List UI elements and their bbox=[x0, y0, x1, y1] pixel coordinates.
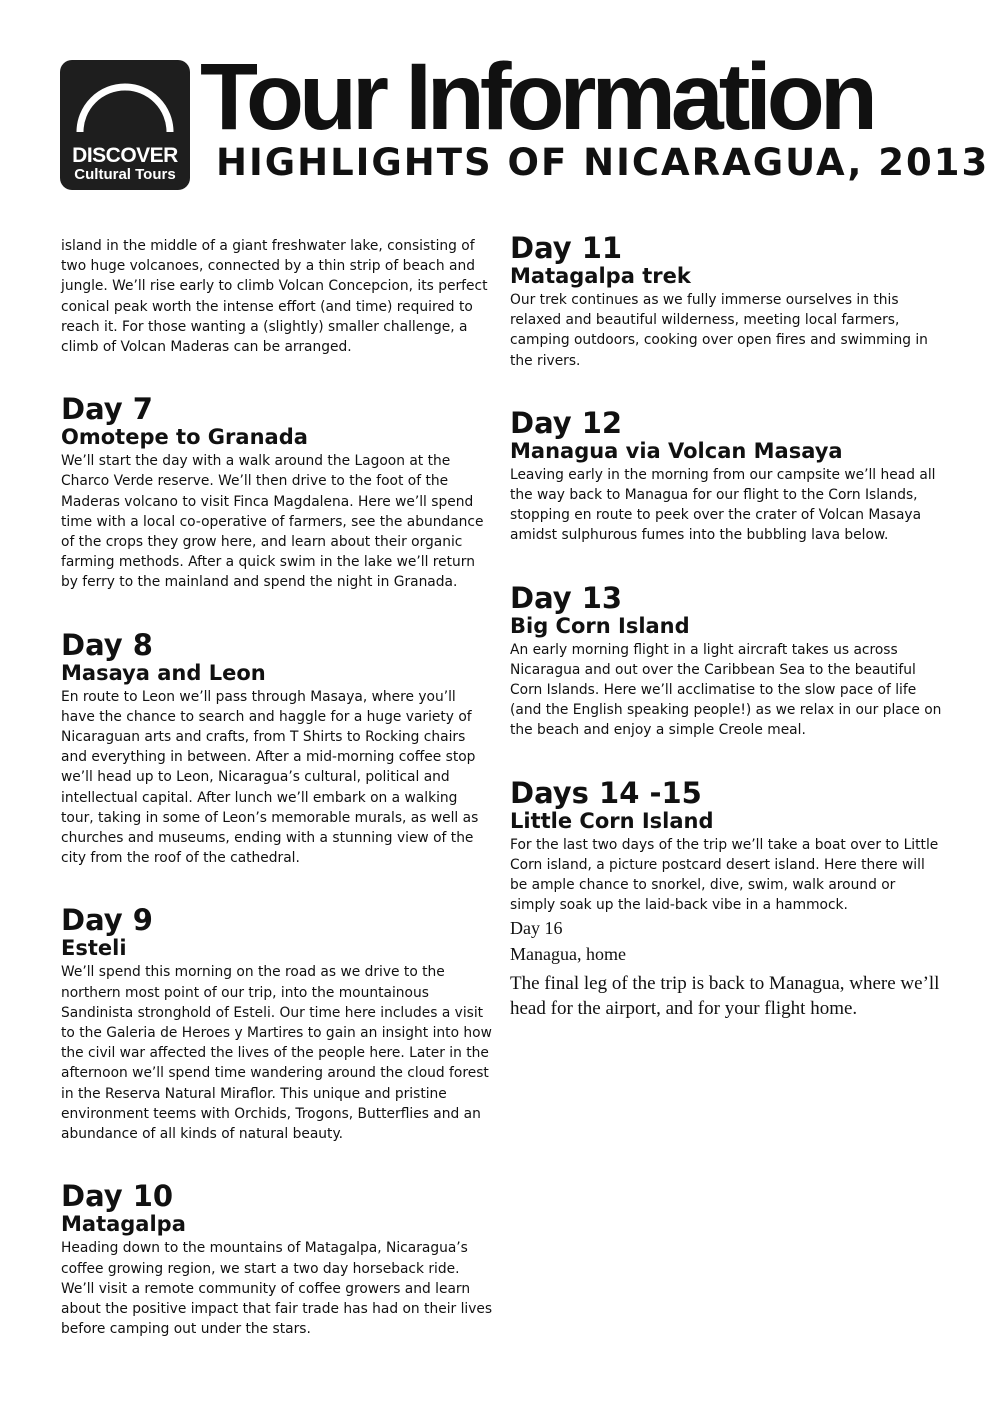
day-section bbox=[61, 393, 493, 592]
day-heading: Days 14 -15 bbox=[510, 775, 702, 810]
day-subheading: Managua via Volcan Masaya bbox=[510, 438, 843, 463]
logo bbox=[60, 60, 190, 190]
day-section bbox=[510, 777, 942, 916]
day-subheading: Omotepe to Granada bbox=[61, 425, 308, 450]
day-heading: Day 8 bbox=[61, 627, 153, 662]
day-text: We’ll spend this morning on the road as we drive to the northern most point of our trip, into the mountainous Sandinista stronghold of Esteli. Our time here includes a visit to the Galeria de Heroes y Martires to gain an insight into how the civil war affected the lives of the people here. Later in the afternoon we’ll spend time wandering around the cloud forest in the Reserva Natural Miraflor. This unique and pristine environment teems with Orchids, Trogons, Butterflies and an abundance of all kinds of natural beauty. bbox=[61, 964, 492, 1143]
intro-text: island in the middle of a giant freshwater lake, consisting of two huge volcanoes, connected by a thin strip of beach and jungle. We’ll rise early to climb Volcan Concepcion, its perfect conical peak worth the intense effort (and time) required to reach it. For those wanting a (slightly) smaller challenge, a climb of Volcan Maderas can be arranged. bbox=[61, 238, 488, 356]
day-heading: Day 12 bbox=[510, 405, 623, 440]
final-day-section bbox=[510, 915, 942, 1021]
logo-line-2: Cultural Tours bbox=[74, 166, 176, 183]
day-text: For the last two days of the trip we’ll take a boat over to Little Corn island, a picture postcard desert island. Here there will be ample chance to snorkel, dive, swim, walk around or simply soak up the laid-back vibe in a hammock. bbox=[510, 836, 939, 914]
day-text: Leaving early in the morning from our campsite we’ll head all the way back to Managua for our flight to the Corn Islands, stopping en route to peek over the crater of Volcan Masaya amidst sulphurous fumes into the bubbling lava below. bbox=[510, 466, 936, 544]
page-title: Tour Information bbox=[200, 44, 873, 150]
day-subheading: Esteli bbox=[61, 936, 127, 961]
day-section bbox=[510, 232, 942, 371]
day-section bbox=[61, 1180, 493, 1339]
day-heading: Day 10 bbox=[61, 1179, 174, 1214]
day-text: An early morning flight in a light aircraft takes us across Nicaragua and out over the Caribbean Sea to the beautiful Corn Islands. Here we’ll acclimatise to the slow pace of life (and the English speaking people!) as we relax in our place on the beach and enjoy a simple Creole meal. bbox=[510, 641, 942, 739]
intro-section bbox=[61, 236, 493, 357]
final-day-heading: Day 16 bbox=[510, 918, 563, 939]
day-subheading: Masaya and Leon bbox=[61, 660, 266, 685]
day-section bbox=[61, 629, 493, 869]
day-text: Our trek continues as we fully immerse ourselves in this relaxed and beautiful wilderness, meeting local farmers, camping outdoors, cooking over open fires and swimming in the rivers. bbox=[510, 292, 928, 369]
day-text: En route to Leon we’ll pass through Masaya, where you’ll have the chance to search and haggle for a huge variety of Nicaraguan arts and crafts, from T Shirts to Rocking chairs and everything in between. After a mid-morning coffee stop we’ll head up to Leon, Nicaragua’s cultural, political and intellectual capital. After lunch we’ll embark on a walking tour, taking in some of Leon’s memorable murals, as well as churches and museums, ending with a stunning view of the city from the roof of the cathedral. bbox=[61, 688, 479, 867]
day-subheading: Little Corn Island bbox=[510, 808, 714, 833]
day-heading: Day 7 bbox=[61, 392, 153, 427]
day-subheading: Big Corn Island bbox=[510, 613, 690, 638]
day-subheading: Matagalpa bbox=[61, 1212, 186, 1237]
right-column bbox=[510, 232, 942, 1021]
day-heading: Day 9 bbox=[61, 903, 153, 938]
day-text: Heading down to the mountains of Matagalpa, Nicaragua’s coffee growing region, we start a two day horseback ride. We’ll visit a remote community of coffee growers and learn about the positive impact that fair trade has had on their lives before camping out under the stars. bbox=[61, 1240, 493, 1338]
day-section bbox=[61, 904, 493, 1144]
day-heading: Day 11 bbox=[510, 231, 623, 265]
day-text: We’ll start the day with a walk around the Lagoon at the Charco Verde reserve. We’ll then drive to the foot of the Maderas volcano to visit Finca Magdalena. Here we’ll spend time with a local co-operative of farmers, see the abundance of the crops they grow here, and learn about their organic farming methods. After a quick swim in the lake we’ll return by ferry to the mainland and spend the night in Granada. bbox=[61, 453, 484, 591]
final-day-text: The final leg of the trip is back to Managua, where we’ll head for the airport, and for your flight home. bbox=[510, 973, 940, 1020]
page-subtitle: HIGHLIGHTS OF NICARAGUA, 2013 bbox=[216, 141, 990, 184]
day-heading: Day 13 bbox=[510, 580, 623, 615]
day-subheading: Matagalpa trek bbox=[510, 264, 691, 288]
day-section bbox=[510, 407, 942, 546]
day-section bbox=[510, 582, 942, 741]
final-day-subheading: Managua, home bbox=[510, 944, 626, 965]
left-column bbox=[61, 236, 493, 1375]
logo-line-1: DISCOVER bbox=[72, 144, 178, 167]
